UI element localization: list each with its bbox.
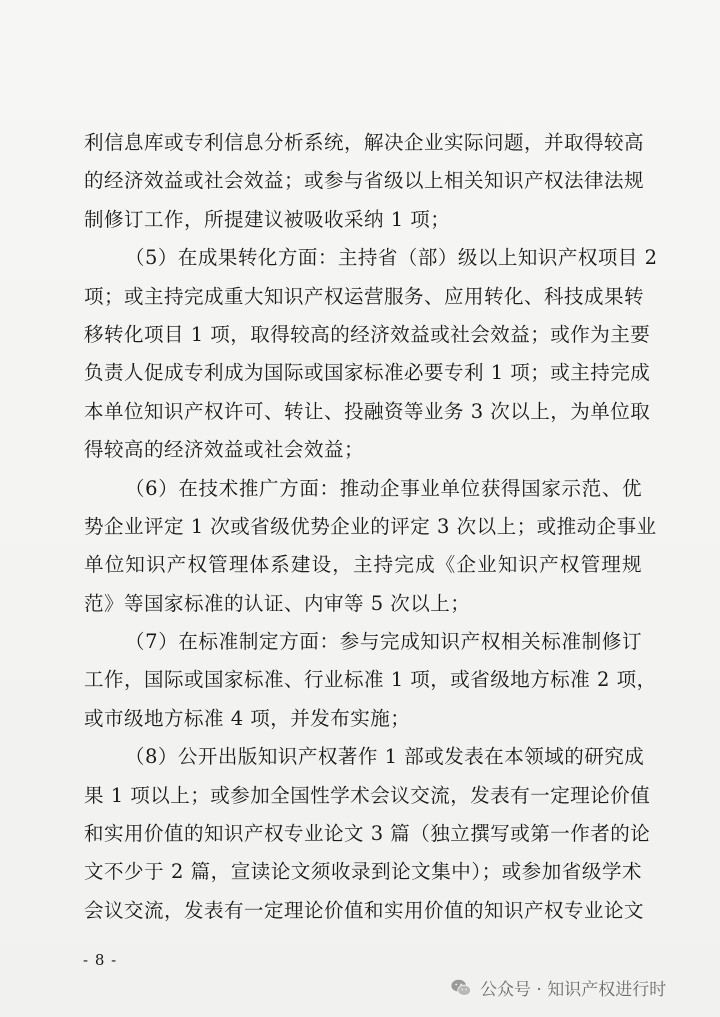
text-line: 制修订工作，所提建议被吸收采纳 1 项； <box>84 207 451 231</box>
text-line: 利信息库或专利信息分析系统，解决企业实际问题，并取得较高 <box>84 131 645 154</box>
watermark-text: 公众号 · 知识产权进行时 <box>480 980 667 1000</box>
text-line: （6）在技术推广方面：推动企事业单位获得国家示范、优 <box>125 476 642 500</box>
page-number: - 8 - <box>83 951 118 969</box>
text-line: （5）在成果转化方面：主持省（部）级以上知识产权项目 2 <box>125 246 658 270</box>
text-line: 文不少于 2 篇，宣读论文须收录到论文集中）；或参加省级学术 <box>84 860 642 884</box>
text-line: 的经济效益或社会效益；或参与省级以上相关知识产权法律法规 <box>84 169 645 193</box>
text-line: 和实用价值的知识产权专业论文 3 篇（独立撰写或第一作者的论 <box>84 822 651 846</box>
text-line: 范》等国家标准的认证、内审等 5 次以上； <box>84 591 471 615</box>
text-line: 单位知识产权管理体系建设，主持完成《企业知识产权管理规 <box>84 553 642 577</box>
text-line: 工作，国际或国家标准、行业标准 1 项，或省级地方标准 2 项， <box>84 668 657 692</box>
text-line: 会议交流，发表有一定理论价值和实用价值的知识产权专业论文 <box>84 898 645 922</box>
text-line: 或市级地方标准 4 项，并发布实施； <box>84 706 411 730</box>
text-line: 得较高的经济效益或社会效益； <box>84 438 365 462</box>
body-text <box>84 124 658 930</box>
text-line: 势企业评定 1 次或省级优势企业的评定 3 次以上；或推动企事业 <box>84 514 657 538</box>
text-line: 果 1 项以上；或参加全国性学术会议交流，发表有一定理论价值 <box>84 783 651 807</box>
text-line: （8）公开出版知识产权著作 1 部或发表在本领域的研究成 <box>125 745 645 769</box>
text-line: 移转化项目 1 项，取得较高的经济效益或社会效益；或作为主要 <box>84 322 651 346</box>
text-line: （7）在标准制定方面：参与完成知识产权相关标准制修订 <box>125 630 642 654</box>
text-line: 本单位知识产权许可、转让、投融资等业务 3 次以上，为单位取 <box>84 399 651 423</box>
text-line: 负责人促成专利成为国际或国家标准必要专利 1 项；或主持完成 <box>84 361 651 385</box>
wechat-watermark <box>450 975 666 1000</box>
text-line: 项；或主持完成重大知识产权运营服务、应用转化、科技成果转 <box>84 284 645 308</box>
wechat-icon <box>450 977 472 999</box>
